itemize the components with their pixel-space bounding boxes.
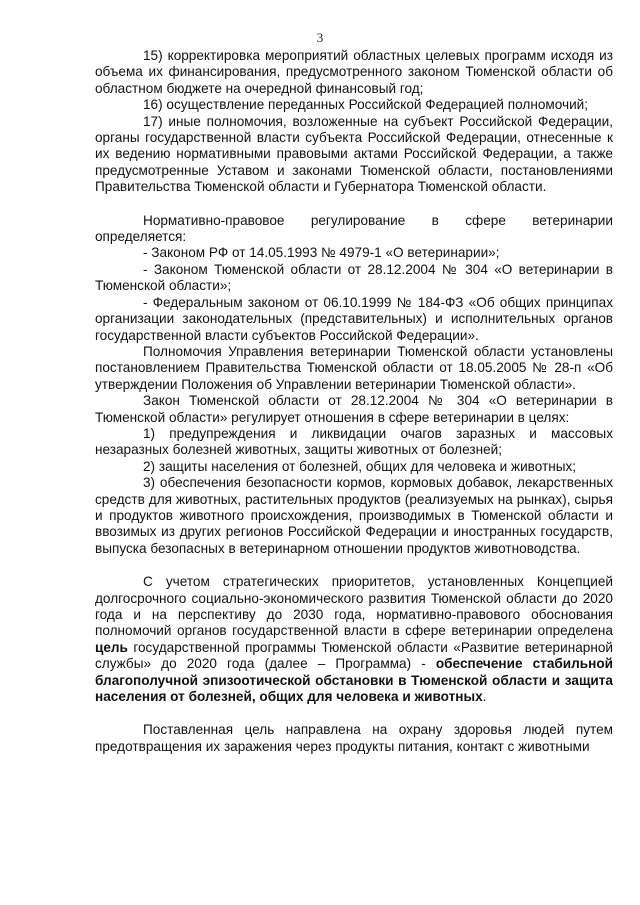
law-goal-2: 2) защиты населения от болезней, общих для человека и животных; <box>143 458 577 474</box>
paragraph-item-17: 17) иные полномочия, возложенные на субъект Российской Федерации, органы государственной власти субъекта Российской Федерации, отнесенные к их ведению нормативными правовыми актами Российской Федерации, а также предусмотренные Уставом и законами Тюменской области, постановлениями Правительства Тюменской области и Губернатора Тюменской области. <box>95 113 613 195</box>
powers-paragraph: Полномочия Управления ветеринарии Тюменской области установлены постановлением Правительства Тюменской области от 18.05.2005 № 28-п «Об утверждении Положения об Управлении ветеринарии Тюменской области». <box>95 343 613 392</box>
document-body <box>95 48 613 755</box>
spacer <box>95 705 613 722</box>
regulation-item-2: - Законом Тюменской области от 28.12.2004 № 304 «О ветеринарии в Тюменской области»; <box>95 261 613 294</box>
spacer <box>95 196 613 213</box>
law-goal-1: 1) предупреждения и ликвидации очагов заразных и массовых незаразных болезней животных, защиты животных от болезней; <box>95 425 613 458</box>
strategy-text-2: государственной программы Тюменской области «Развитие ветеринарной службы» до 2020 года (далее – Программа) - <box>95 639 613 672</box>
final-paragraph: Поставленная цель направлена на охрану здоровья людей путем предотвращения их заражения через продукты питания, контакт с животными <box>95 722 613 754</box>
strategy-paragraph <box>95 574 613 705</box>
strategy-goal-word: цель <box>95 639 128 655</box>
strategy-text-1: С учетом стратегических приоритетов, установленных Концепцией долгосрочного социально-экономического развития Тюменской области до 2020 года и на перспективу до 2030 года, нормативно-правового обоснования полномочий органов государственной власти в сфере ветеринарии определена <box>95 574 613 639</box>
strategy-period: . <box>482 689 487 705</box>
paragraph-item-15: 15) корректировка мероприятий областных целевых программ исходя из объема их финансирования, предусмотренного законом Тюменской области об областном бюджете на очередной финансовый год; <box>95 48 613 96</box>
regulation-intro: Нормативно-правовое регулирование в сфере ветеринарии определяется: <box>95 212 613 245</box>
law-goal-3: 3) обеспечения безопасности кормов, кормовых добавок, лекарственных средств для животных, растительных продуктов (реализуемых на рынках), сырья и продуктов животного происхождения, производимых в Тюменской области и ввозимых из других регионов Российской Федерации и иностранных государств, выпуска безопасных в ветеринарном отношении продуктов животноводства. <box>95 475 613 556</box>
spacer <box>95 557 613 574</box>
strategy-goal-statement: обеспечение стабильной благополучной эпизоотической обстановки в Тюменской области и защита населения от болезней, общих для человека и животных <box>95 656 614 705</box>
law-intro-paragraph: Закон Тюменской области от 28.12.2004 № 304 «О ветеринарии в Тюменской области» регулирует отношения в сфере ветеринарии в целях: <box>95 393 613 425</box>
regulation-item-3: - Федеральным законом от 06.10.1999 № 184-ФЗ «Об общих принципах организации законодательных (представительных) и исполнительных органов государственной власти субъектов Российской Федерации». <box>95 294 613 343</box>
page-number: 3 <box>316 30 324 45</box>
paragraph-item-16: 16) осуществление переданных Российской Федерацией полномочий; <box>143 97 589 113</box>
regulation-item-1: - Законом РФ от 14.05.1993 № 4979-1 «О ветеринарии»; <box>143 245 500 261</box>
